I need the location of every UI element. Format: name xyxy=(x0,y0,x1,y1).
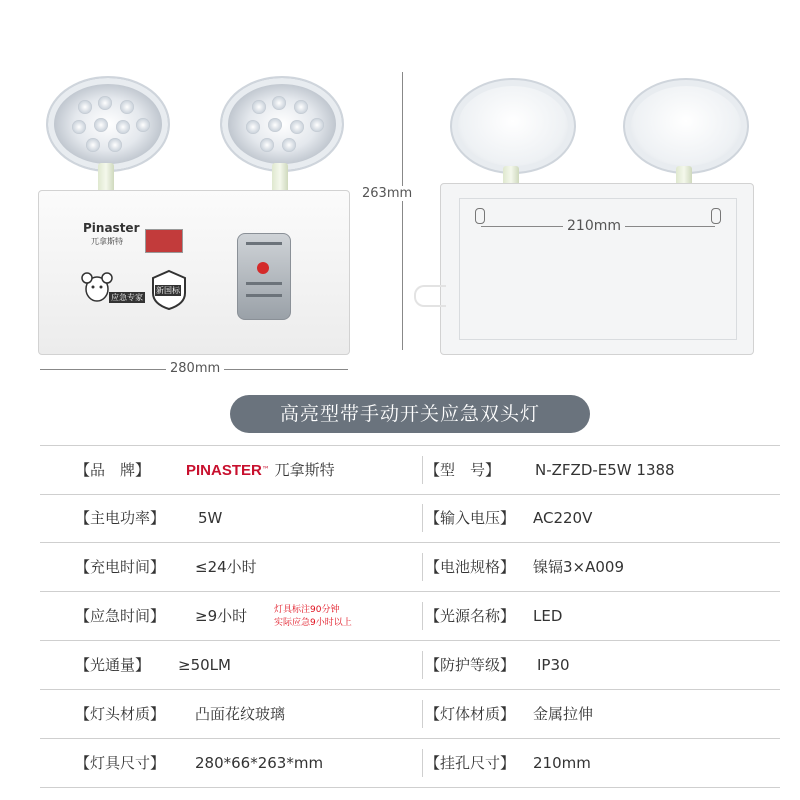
spec-value: 镍镉3×A009 xyxy=(533,558,625,576)
spec-value: AC220V xyxy=(533,509,593,527)
spec-value: LED xyxy=(533,607,563,625)
certification-label xyxy=(145,229,183,253)
spec-row-material xyxy=(40,690,780,739)
spec-value: 金属拉伸 xyxy=(533,705,594,723)
right-lamp-head xyxy=(220,76,344,172)
spec-value xyxy=(186,446,335,494)
front-brand-cn: 兀拿斯特 xyxy=(91,237,123,246)
left-lamp-head xyxy=(46,76,170,172)
spec-row-lumen xyxy=(40,641,780,690)
mascot-badge xyxy=(77,269,119,309)
spec-label: 【防护等级】 xyxy=(425,656,516,674)
spec-value: 5W xyxy=(198,509,223,527)
width-label: 280mm xyxy=(166,361,224,376)
spec-row-emergency xyxy=(40,592,780,641)
hole-label: 210mm xyxy=(563,218,625,234)
trademark-symbol: ™ xyxy=(261,465,270,474)
emergency-note-line1: 灯具标注90分钟 xyxy=(274,605,340,615)
spec-label: 【光通量】 xyxy=(75,656,151,674)
spec-label: 【灯体材质】 xyxy=(425,705,516,723)
spec-label: 【应急时间】 xyxy=(75,607,166,625)
front-body-box xyxy=(38,190,350,355)
left-mount-hole xyxy=(475,208,485,224)
brand-cn: 兀拿斯特 xyxy=(274,461,335,479)
spec-label: 【电池规格】 xyxy=(425,558,516,576)
front-badge-left: 应急专家 xyxy=(111,293,143,302)
spec-value: N-ZFZD-E5W 1388 xyxy=(535,461,675,479)
spec-label: 【型 号】 xyxy=(425,461,501,479)
right-lamp-neck xyxy=(272,163,288,193)
spec-label: 【光源名称】 xyxy=(425,607,516,625)
spec-value: ≤24小时 xyxy=(195,558,257,576)
spec-value: 凸面花纹玻璃 xyxy=(195,705,286,723)
height-dimension-line xyxy=(402,72,403,350)
power-cord xyxy=(414,285,446,307)
spec-label: 【挂孔尺寸】 xyxy=(425,754,516,772)
spec-label: 【灯具尺寸】 xyxy=(75,754,166,772)
spec-row-brand xyxy=(40,445,780,495)
test-button xyxy=(257,262,269,274)
left-lamp-neck xyxy=(98,163,114,193)
spec-row-charge xyxy=(40,543,780,592)
back-body-box xyxy=(440,183,754,355)
back-right-lamp-head xyxy=(623,78,749,174)
new-standard-badge xyxy=(149,269,189,311)
spec-row-size xyxy=(40,739,780,788)
spec-value: ≥50LM xyxy=(178,656,231,674)
front-brand-logo: Pinaster xyxy=(83,221,140,235)
spec-value: IP30 xyxy=(537,656,570,674)
height-label: 263mm xyxy=(362,186,413,201)
spec-value: 210mm xyxy=(533,754,591,772)
front-badge-right: 新国标 xyxy=(156,286,180,295)
emergency-note-line2: 实际应急9小时以上 xyxy=(274,618,352,628)
spec-label: 【品 牌】 xyxy=(75,461,151,479)
brand-name: PINASTER xyxy=(186,462,262,479)
spec-row-power xyxy=(40,494,780,543)
right-mount-hole xyxy=(711,208,721,224)
spec-value: ≥9小时 xyxy=(195,607,248,625)
spec-label: 【主电功率】 xyxy=(75,509,166,527)
spec-label: 【灯头材质】 xyxy=(75,705,166,723)
spec-label: 【输入电压】 xyxy=(425,509,516,527)
spec-label: 【充电时间】 xyxy=(75,558,166,576)
control-panel xyxy=(237,233,291,320)
product-title-banner: 高亮型带手动开关应急双头灯 xyxy=(230,395,590,433)
spec-value: 280*66*263*mm xyxy=(195,754,324,772)
back-left-lamp-head xyxy=(450,78,576,174)
